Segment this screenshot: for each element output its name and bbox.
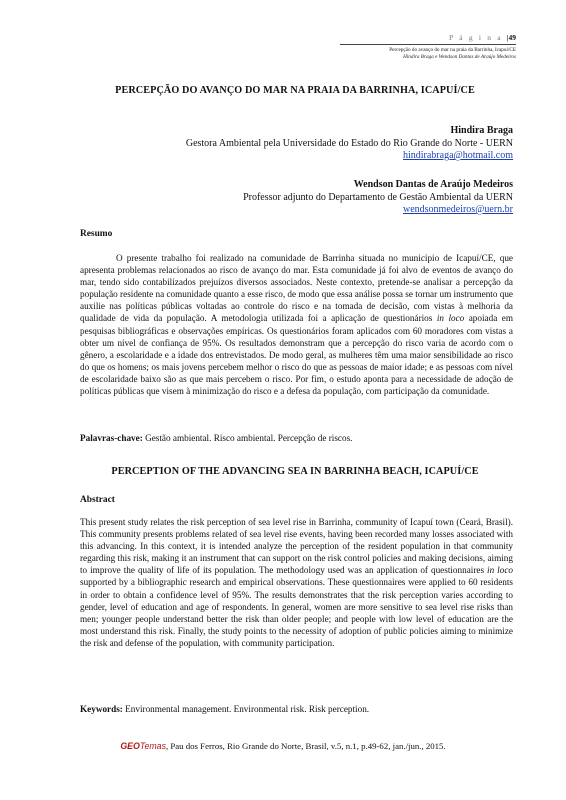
- keywords-text: Environmental management. Environmental risk. Risk perception.: [122, 704, 370, 714]
- author-block: [186, 125, 513, 163]
- page-number-line: [300, 33, 516, 42]
- page-word: P á g i n a: [449, 33, 503, 42]
- abstract-body: This present study relates the risk perception of sea level rise in Barrinha, community of Icapuí town (Ceará, Brasil). This community presents problems related of sea level rise events, having been recorded many losses associated with this advancing. In this context, it is intended analyze the perception of the resident population in that community regarding this risk, making it an instrument that can support on the risk control policies and making decisions, aiming to improve the quality of life of its population. The methodology used was an application of questionnaires in loco supported by a bibliographic research and empirical observations. These questionnaires were applied to 60 residents in order to obtain a confidence level of 95%. The results demonstrates that the risk perception varies according to gender, level of education and age of respondents. In general, women are more sensitive to sea level rise risks than men; younger people understand better the risk than older people; and people with low level of education are the most understand this risk. Finally, the study points to the necessity of adoption of public policies aiming to minimize the risk and defense of the population, with community participation.: [80, 517, 513, 648]
- header-rule: [340, 44, 516, 45]
- page-header: [300, 33, 516, 61]
- page-number: 49: [508, 33, 516, 42]
- author-block: [243, 179, 513, 217]
- author-name: Wendson Dantas de Araújo Medeiros: [353, 179, 513, 190]
- palavras-chave: [80, 432, 513, 444]
- header-authors: Hindira Braga e Wendson Dantas de Araújo Medeiros: [403, 53, 516, 60]
- author-email-link[interactable]: hindirabraga@hotmail.com: [402, 150, 513, 161]
- footer-citation: , Pau dos Ferros, Rio Grande do Norte, Brasil, v.5, n.1, p.49-62, jan./jun., 2015.: [165, 741, 446, 751]
- article-title-pt: PERCEPÇÃO DO AVANÇO DO MAR NA PRAIA DA BARRINHA, ICAPUÍ/CE: [115, 85, 475, 96]
- author-email-link[interactable]: wendsonmedeiros@uern.br: [402, 204, 513, 215]
- author-affiliation: Gestora Ambiental pela Universidade do Estado do Rio Grande do Norte - UERN: [185, 137, 513, 149]
- page-footer: [0, 741, 566, 751]
- palavras-chave-text: Gestão ambiental. Risco ambiental. Percepção de riscos.: [142, 433, 353, 443]
- keywords-label: Keywords:: [80, 704, 123, 714]
- resumo-body: O presente trabalho foi realizado na comunidade de Barrinha situada no município de Icapuí/CE, que apresenta problemas relacionados ao risco de avanço do mar. Esta comunidade já foi alvo de eventos de avanço do mar, tendo sido contabilizados prejuízos diversos associados. Neste contexto, pretende-se analisar a percepção da população residente na comunidade quanto a esse risco, de modo que essa análise possa se tornar um instrumento que auxilie nas políticas públicas voltadas ao controle do risco e na tomada de decisão, com vistas à melhoria da qualidade de vida da população. A metodologia utilizada foi a aplicação de questionários in loco apoiada em pesquisas bibliográficas e observações empíricas. Os questionários foram aplicados com 60 moradores com vistas a obter um nível de confiança de 95%. Os resultados demonstram que a percepção do risco varia de acordo com o gênero, a escolaridade e a idade dos entrevistados. De modo geral, as mulheres têm uma maior sensibilidade ao risco do que os homens; os mais jovens percebem melhor o risco do que as pessoas de maior idade; e as pessoas com nível de escolaridade baixo são as que mais percebem o risco. Por fim, o estudo aponta para a necessidade de adoção de políticas públicas que visem à minimização do risco e a defesa da população, com participação da comunidade.: [80, 253, 513, 397]
- keywords: [80, 703, 513, 715]
- author-name: Hindira Braga: [450, 125, 513, 136]
- header-citation: [300, 47, 516, 61]
- journal-logo-temas: Temas: [139, 741, 166, 751]
- resumo-heading: Resumo: [80, 229, 113, 239]
- abstract-heading: Abstract: [80, 495, 115, 505]
- palavras-chave-label: Palavras-chave:: [80, 433, 143, 443]
- page-separator: |: [506, 33, 509, 42]
- author-affiliation: Professor adjunto do Departamento de Gestão Ambiental da UERN: [243, 191, 513, 203]
- journal-logo-geo: GEO: [120, 741, 140, 751]
- article-title-en: PERCEPTION OF THE ADVANCING SEA IN BARRINHA BEACH, ICAPUÍ/CE: [111, 466, 479, 477]
- header-article-title: Percepção do avanço do mar na praia da Barrinha, Icapuí/CE: [389, 47, 516, 53]
